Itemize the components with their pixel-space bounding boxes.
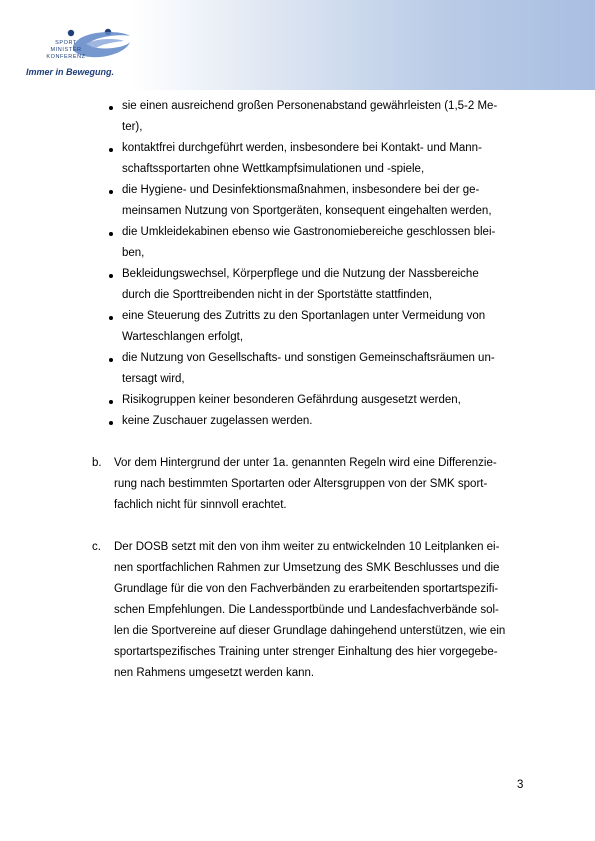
bullet-text-line: meinsamen Nutzung von Sportgeräten, konsequent eingehalten werden, [122,205,492,217]
bullet-text-line: Risikogruppen keiner besonderen Gefährdung ausgesetzt werden, [122,394,461,406]
item-text-line: nen sportfachlichen Rahmen zur Umsetzung des SMK Beschlusses und die [114,562,500,574]
bullet-dot [109,316,113,320]
item-text-line: schen Empfehlungen. Die Landessportbünde und Landesfachverbände sol- [114,604,499,616]
logo-line-1: SPORT [55,40,77,46]
bullet-text-line: Warteschlangen erfolgt, [122,331,244,343]
bullet-text-line: die Hygiene- und Desinfektionsmaßnahmen, insbesondere bei der ge- [122,184,480,196]
item-text-line: len die Sportvereine auf dieser Grundlage dahingehend unterstützen, wie ein [114,625,506,637]
bullet-text-line: schaftssportarten ohne Wettkampfsimulationen und -spiele, [122,163,425,175]
bullet-dot [109,421,113,425]
bullet-dot [109,106,113,110]
item-text-line: nen Rahmens umgesetzt werden kann. [114,667,315,679]
bullet-text-line: die Nutzung von Gesellschafts- und sonstigen Gemeinschaftsräumen un- [122,352,495,364]
bullet-text-line: die Umkleidekabinen ebenso wie Gastronomiebereiche geschlossen blei- [122,226,496,238]
bullet-dot [109,358,113,362]
page-number: 3 [517,779,524,791]
bullet-dot [109,190,113,194]
bullet-text-line: sie einen ausreichend großen Personenabstand gewährleisten (1,5-2 Me- [122,100,498,112]
bullet-dot [109,400,113,404]
bullet-dot [109,232,113,236]
item-marker: c. [92,541,101,553]
item-text-line: rung nach bestimmten Sportarten oder Altersgruppen von der SMK sport- [114,478,488,490]
item-text-line: fachlich nicht für sinnvoll erachtet. [114,499,287,511]
bullet-text-line: durch die Sporttreibenden nicht in der Sportstätte stattfinden, [122,289,433,301]
bullet-text-line: Bekleidungswechsel, Körperpflege und die Nutzung der Nassbereiche [122,268,479,280]
bullet-text-line: tersagt wird, [122,373,185,385]
bullet-text-line: keine Zuschauer zugelassen werden. [122,415,313,427]
item-text-line: sportartspezifisches Training unter strenger Einhaltung des hier vorgegebe- [114,646,498,658]
bullet-dot [109,148,113,152]
slogan: Immer in Bewegung. [26,67,115,77]
bullet-dot [109,274,113,278]
item-text-line: Der DOSB setzt mit den von ihm weiter zu entwickelnden 10 Leitplanken ei- [114,541,500,553]
bullet-text-line: ben, [122,247,145,259]
logo-line-3: KONFERENZ [46,54,86,60]
bullet-text-line: ter), [122,121,143,133]
item-marker: b. [92,457,102,469]
bullet-text-line: eine Steuerung des Zutritts zu den Sportanlagen unter Vermeidung von [122,310,486,322]
logo-line-2: MINISTER [50,47,82,53]
bullet-text-line: kontaktfrei durchgeführt werden, insbesondere bei Kontakt- und Mann- [122,142,482,154]
item-text-line: Grundlage für die von den Fachverbänden zu erarbeitenden sportartspezifi- [114,583,499,595]
item-text-line: Vor dem Hintergrund der unter 1a. genannten Regeln wird eine Differenzie- [114,457,497,469]
